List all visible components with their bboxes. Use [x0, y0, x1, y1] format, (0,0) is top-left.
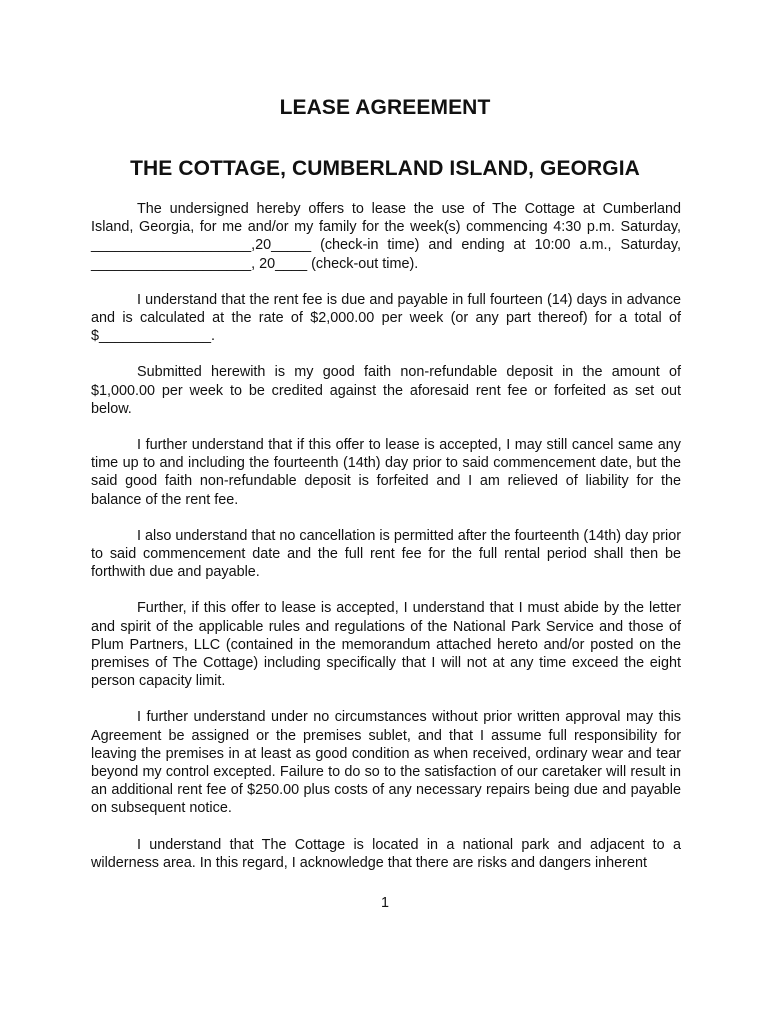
document-title: LEASE AGREEMENT — [279, 96, 491, 119]
paragraph-assignment-condition: I further understand under no circumstances without prior written approval may this Agreement be assigned or the premises sublet, and that I assume full responsibility for leaving the premises in at least as good condition as when received, ordinary wear and tear beyond my control excepted. Failure to do so to the satisfaction of our caretaker will result in an additional rent fee of $250.00 plus costs of any necessary repairs being due and payable on subsequent notice. — [91, 709, 681, 817]
paragraph-rent-fee: I understand that the rent fee is due and payable in full fourteen (14) days in advance and is calculated at the rate of $2,000.00 per week (or any part thereof) for a total of $______________. — [91, 291, 681, 345]
document-subtitle: THE COTTAGE, CUMBERLAND ISLAND, GEORGIA — [130, 157, 640, 180]
document-body — [91, 200, 681, 872]
paragraph-cancellation-not-permitted: I also understand that no cancellation is permitted after the fourteenth (14th) day prior to said commencement date and the full rent fee for the full rental period shall then be forthwith due and payable. — [91, 527, 681, 581]
paragraph-rules: Further, if this offer to lease is accepted, I understand that I must abide by the letter and spirit of the applicable rules and regulations of the National Park Service and those of Plum Partners, LLC (contained in the memorandum attached hereto and/or posted on the premises of The Cottage) including specifically that I will not at any time exceed the eight person capacity limit. — [91, 600, 681, 690]
paragraph-cancellation-allowed: I further understand that if this offer to lease is accepted, I may still cancel same any time up to and including the fourteenth (14th) day prior to said commencement date, but the said good faith non-refundable deposit is forfeited and I am relieved of liability for the balance of the rent fee. — [91, 437, 681, 508]
paragraph-risks: I understand that The Cottage is located in a national park and adjacent to a wilderness area. In this regard, I acknowledge that there are risks and dangers inherent — [91, 836, 681, 871]
page-number: 1 — [380, 895, 389, 911]
paragraph-deposit: Submitted herewith is my good faith non-refundable deposit in the amount of $1,000.00 per week to be credited against the aforesaid rent fee or forfeited as set out below. — [91, 364, 681, 417]
paragraph-offer: The undersigned hereby offers to lease the use of The Cottage at Cumberland Island, Georgia, for me and/or my family for the week(s) commencing 4:30 p.m. Saturday, ____________________,20_____ (check-in time) and ending at 10:00 a.m., Saturday, ____________________, 20____ (check-out time). — [91, 201, 681, 272]
